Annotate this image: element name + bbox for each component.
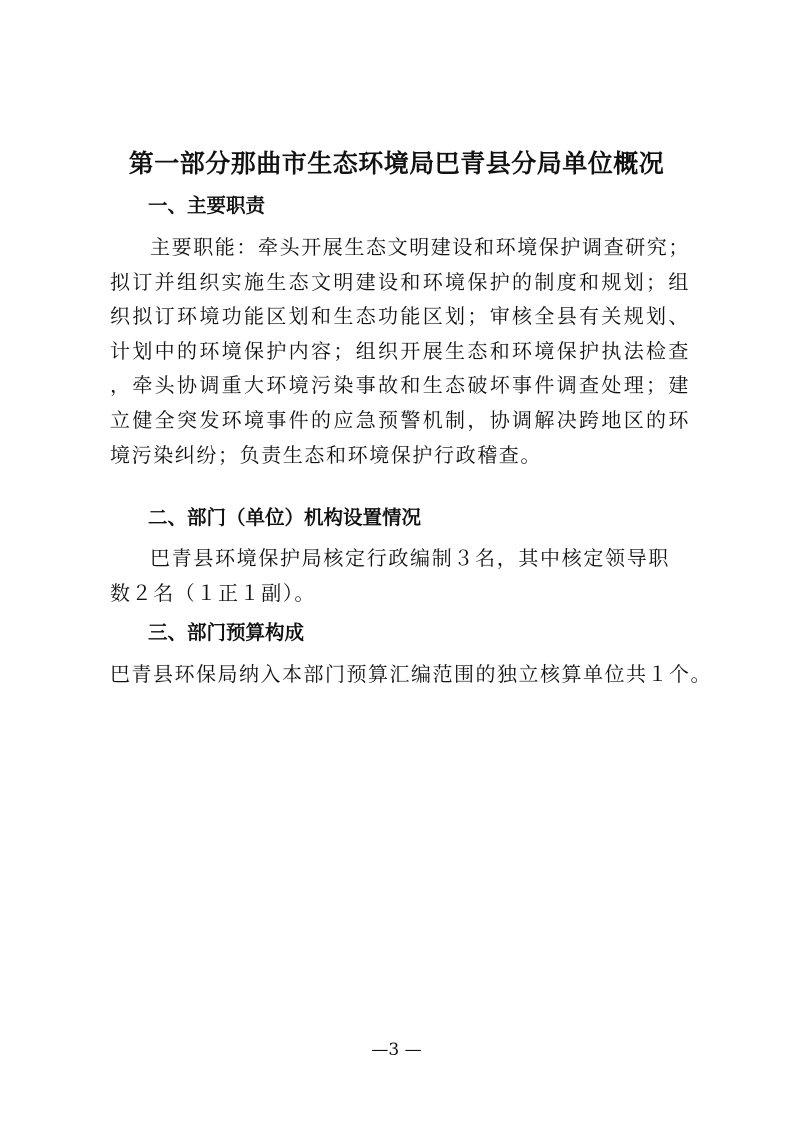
section-body-organization: 巴青县环境保护局核定行政编制３名，其中核定领导职数２名（１正１副）。 [110, 546, 670, 605]
section-heading-organization: 二、部门（单位）机构设置情况 [148, 506, 422, 529]
section-body-duties: 主要职能：牵头开展生态文明建设和环境保护调查研究；拟订并组织实施生态文明建设和环境保护的制度和规划；组织拟订环境功能区划和生态功能区划；审核全县有关规划、计划中的环境保护内容；组织开展生态和环境保护执法检查，牵头协调重大环境污染事故和生态破坏事件调查处理；建立健全突发环境事件的应急预警机制，协调解决跨地区的环境污染纠纷；负责生态和环境保护行政稽查。 [110, 235, 690, 467]
section-body-budget-composition: 巴青县环保局纳入本部门预算汇编范围的独立核算单位共１个。 [110, 662, 712, 686]
section-heading-budget-composition: 三、部门预算构成 [148, 621, 305, 644]
page-number: —3 — [371, 1040, 422, 1060]
section-heading-duties: 一、主要职责 [148, 194, 266, 217]
page-title: 第一部分那曲市生态环境局巴青县分局单位概况 [128, 149, 665, 178]
